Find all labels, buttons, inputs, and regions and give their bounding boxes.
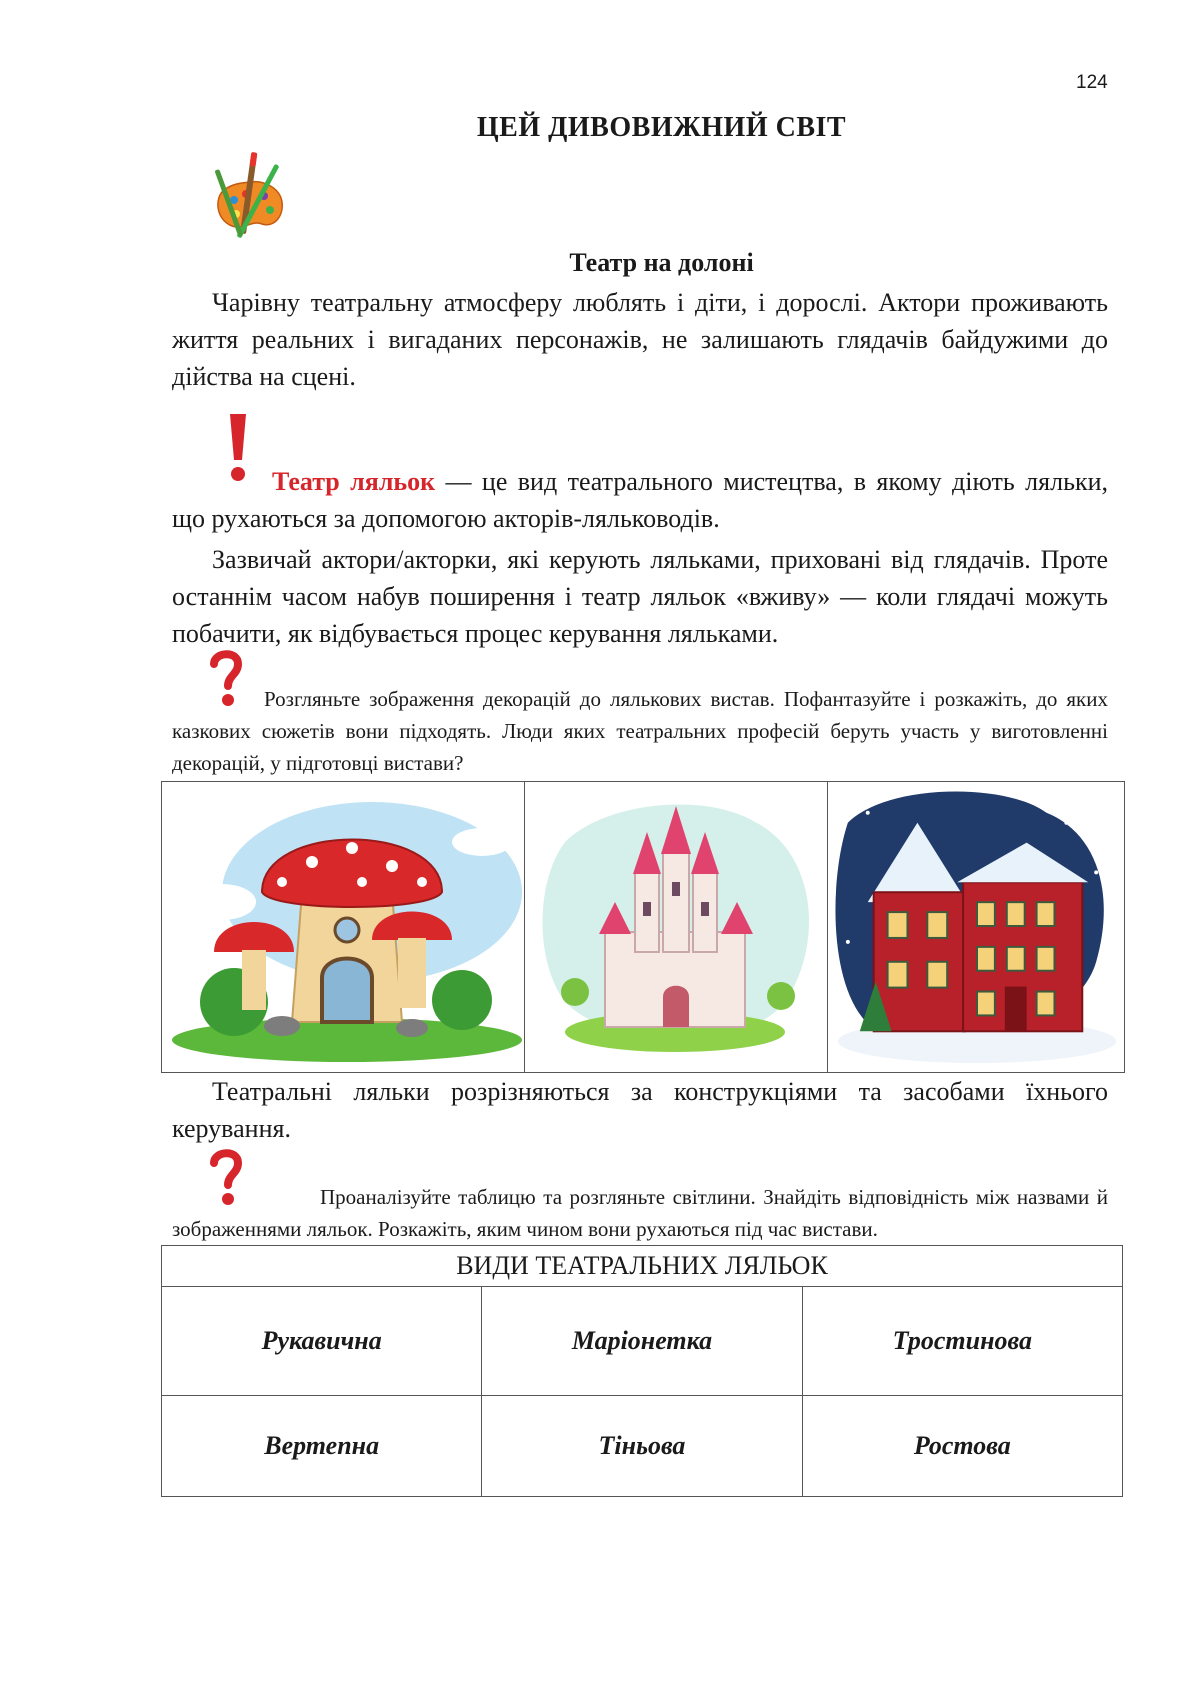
task-2 xyxy=(172,1181,1108,1245)
definition-term: Театр ляльок xyxy=(272,467,436,496)
chapter-title: ЦЕЙ ДИВОВИЖНИЙ СВІТ xyxy=(476,112,847,143)
paragraph-3 xyxy=(172,1073,1108,1147)
table-cell: Вертепна xyxy=(162,1396,482,1497)
table-header: ВИДИ ТЕАТРАЛЬНИХ ЛЯЛЬОК xyxy=(162,1246,1123,1287)
table-row xyxy=(162,1396,1123,1497)
page-number: 124 xyxy=(1076,72,1108,93)
puppet-types-table xyxy=(161,1245,1123,1497)
scenery-images xyxy=(161,781,1125,1073)
table-cell: Тіньова xyxy=(482,1396,802,1497)
mushroom-house-image xyxy=(162,782,525,1072)
paragraph-2 xyxy=(172,541,1108,652)
definition-text: — це вид театрального мистецтва, в якому діють ляльки, що рухаються за допомогою акторів-ляльководів. xyxy=(172,467,1108,533)
castle-image xyxy=(525,782,828,1072)
table-cell: Маріонетка xyxy=(482,1287,802,1396)
paragraph-2-text: Зазвичай актори/акторки, які керують ляльками, приховані від глядачів. Проте останнім часом набув поширення і театр ляльок «вживу» — коли глядачі можуть побачити, як відбувається процес керування ляльками. xyxy=(172,545,1108,648)
definition-paragraph xyxy=(172,463,1108,537)
task-1 xyxy=(172,683,1108,779)
task-1-text: Розгляньте зображення декорацій до лялькових вистав. Пофантазуйте і розкажіть, до яких казкових сюжетів вони підходять. Люди яких театральних професій беруть участь у виготовленні декорацій, у підготовці вистави? xyxy=(172,687,1108,775)
table-cell: Тростинова xyxy=(802,1287,1122,1396)
task-2-text: Проаналізуйте таблицю та розгляньте світлини. Знайдіть відповідність між назвами й зображеннями ляльок. Розкажіть, яким чином вони рухаються під час вистави. xyxy=(172,1185,1108,1241)
winter-house-image xyxy=(828,782,1124,1072)
table-cell: Рукавична xyxy=(162,1287,482,1396)
palette-icon xyxy=(212,150,286,246)
table-cell: Ростова xyxy=(802,1396,1122,1497)
paragraph-3-text: Театральні ляльки розрізняються за конструкціями та засобами їхнього керування. xyxy=(172,1077,1108,1143)
section-title: Театр на долоні xyxy=(569,248,754,277)
table-row xyxy=(162,1287,1123,1396)
intro-paragraph xyxy=(172,284,1108,395)
intro-text: Чарівну театральну атмосферу люблять і діти, і дорослі. Актори проживають життя реальних і вигаданих персонажів, не залишають глядачів байдужими до дійства на сцені. xyxy=(172,288,1108,391)
